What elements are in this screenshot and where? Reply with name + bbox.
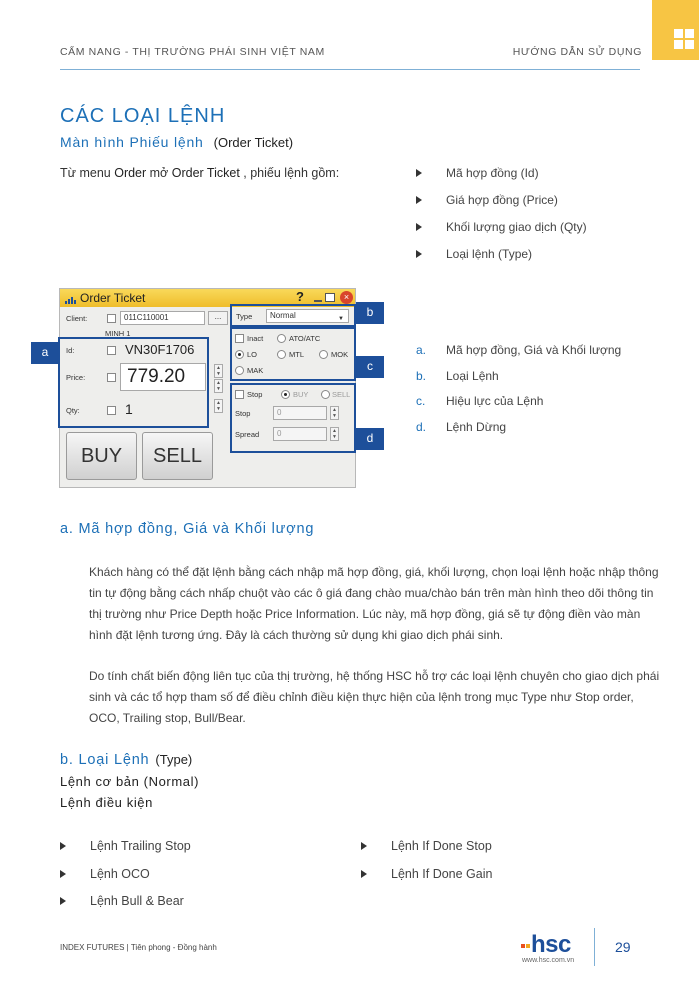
list-item xyxy=(416,220,587,247)
stop-buy-label: BUY xyxy=(293,390,309,399)
bullet-triangle-icon xyxy=(361,842,367,850)
subtitle-vi: Màn hình Phiếu lệnh xyxy=(60,134,204,150)
list-item xyxy=(361,839,492,867)
logo-text: hsc xyxy=(531,931,571,958)
help-icon[interactable]: ? xyxy=(296,289,304,304)
legend-item xyxy=(416,394,621,420)
highlight-box-a xyxy=(58,337,209,428)
intro-part: mở xyxy=(146,166,172,180)
price-stepper[interactable]: ▲ ▼ xyxy=(214,364,223,378)
qty-label: Qty: xyxy=(66,406,80,415)
type-select-value: Normal xyxy=(270,311,296,320)
client-name: MINH 1 xyxy=(105,329,131,338)
close-icon[interactable]: × xyxy=(340,291,353,304)
bullet-triangle-icon xyxy=(60,842,66,850)
price-stepper-lower[interactable]: ▲ ▼ xyxy=(214,379,223,393)
stop-sell-label: SELL xyxy=(332,390,351,399)
buy-button[interactable]: BUY xyxy=(66,432,137,480)
intro-text xyxy=(60,166,339,180)
price-label: Price: xyxy=(66,373,86,382)
intro-part: Từ menu xyxy=(60,166,115,180)
list-item-label: Mã hợp đồng (Id) xyxy=(446,166,539,180)
bullet-triangle-icon xyxy=(416,223,422,231)
highlight-box-b xyxy=(230,304,356,327)
type-label: Type xyxy=(236,312,253,321)
bullet-triangle-icon xyxy=(416,250,422,258)
order-basic-line: Lệnh cơ bản (Normal) xyxy=(60,774,200,789)
list-item-label: Lệnh Bull & Bear xyxy=(90,894,184,908)
running-header-left: CẨM NANG - THỊ TRƯỜNG PHÁI SINH VIỆT NAM xyxy=(60,46,325,58)
ticket-legend-list xyxy=(416,343,621,445)
list-item-label: Lệnh If Done Stop xyxy=(391,839,492,853)
client-checkbox[interactable] xyxy=(107,314,116,323)
spread-label: Spread xyxy=(235,430,260,439)
list-item-label: Lệnh If Done Gain xyxy=(391,866,493,881)
client-label: Client: xyxy=(66,314,88,323)
tag-c: c xyxy=(356,356,384,378)
ato-atc-label: ATO/ATC xyxy=(289,334,321,343)
header-divider xyxy=(60,69,640,70)
list-item xyxy=(416,166,587,193)
mok-label: MOK xyxy=(331,350,349,359)
legend-letter: d. xyxy=(416,419,427,434)
list-item xyxy=(416,193,587,220)
list-item-label: Khối lượng giao dịch (Qty) xyxy=(446,220,587,234)
spread-stepper[interactable]: ▲ ▼ xyxy=(330,427,339,441)
bullet-triangle-icon xyxy=(416,196,422,204)
maximize-icon[interactable] xyxy=(325,293,335,302)
footer-text: INDEX FUTURES | Tiên phong - Đồng hành xyxy=(60,943,217,952)
section-a-paragraph-1: Khách hàng có thể đặt lệnh bằng cách nhập mã hợp đồng, giá, khối lượng, chọn loại lệnh hoặc nhập thông tin tự động bằng cách nhấp chuột vào các ô giá đang chào mua/chào bán trên màn hình theo dõi thông tin thị trường như Price Depth hoặc Price Information. Lúc này, mã hợp đồng, giá sẽ tự động điền vào màn hình đặt lệnh tương ứng. Đây là cách thường sử dụng khi giao dịch phái sinh. xyxy=(89,565,659,642)
list-item xyxy=(60,839,191,867)
logo-dots-icon xyxy=(521,944,531,950)
legend-letter: c. xyxy=(416,394,426,408)
legend-item xyxy=(416,420,621,446)
chevron-down-icon: ▼ xyxy=(338,316,344,322)
client-lookup-button[interactable]: ... xyxy=(208,311,228,325)
tag-a: a xyxy=(31,342,59,364)
legend-item xyxy=(416,369,621,395)
stop-price-stepper[interactable]: ▲ ▼ xyxy=(330,406,339,420)
stop-price-label: Stop xyxy=(235,409,251,418)
client-input[interactable]: 011C110001 xyxy=(120,311,205,325)
legend-text: Hiệu lực của Lệnh xyxy=(446,394,544,408)
spread-input[interactable]: 0 xyxy=(273,427,327,441)
bullet-triangle-icon xyxy=(60,897,66,905)
footer-divider xyxy=(594,928,595,966)
legend-text: Mã hợp đồng, Giá và Khối lượng xyxy=(446,343,622,357)
legend-letter: a. xyxy=(416,343,427,357)
bullet-triangle-icon xyxy=(361,870,367,878)
page-number: 29 xyxy=(615,939,631,955)
list-item xyxy=(60,867,191,895)
list-item-label: Loại lệnh (Type) xyxy=(446,247,533,261)
page-title: CÁC LOẠI LỆNH xyxy=(60,105,226,127)
section-b-heading-en: (Type) xyxy=(155,752,193,767)
mak-label: MAK xyxy=(247,366,264,375)
list-item-label: Lệnh Trailing Stop xyxy=(90,839,191,853)
highlight-box-c xyxy=(230,327,356,381)
minimize-icon[interactable] xyxy=(314,300,322,302)
inact-label: Inact xyxy=(247,334,264,343)
lo-label: LO xyxy=(247,350,258,359)
section-a-paragraph-2: Do tính chất biến động liên tục của thị trường, hệ thống HSC hỗ trợ các loại lệnh chuyên cho giao dịch phái sinh và các tổ hợp tham số để điều chỉnh điều kiện thực hiện của lệnh trong mục Type như Stop order, OCO, Trailing stop, Bull/Bear. xyxy=(89,669,660,725)
contract-id-value[interactable]: VN30F1706 xyxy=(125,342,195,357)
intro-menu-order-ticket: Order Ticket xyxy=(171,166,240,180)
legend-text: Loại Lệnh xyxy=(446,368,499,383)
stop-price-input[interactable]: 0 xyxy=(273,406,327,420)
list-item xyxy=(416,247,587,274)
list-item xyxy=(60,894,191,922)
running-header-right: HƯỚNG DẪN SỬ DỤNG xyxy=(512,46,642,58)
hsc-logo xyxy=(521,931,571,959)
list-item-label: Giá hợp đồng (Price) xyxy=(446,193,558,207)
ticket-fields-list xyxy=(416,166,587,274)
section-b-heading-vi: b. Loại Lệnh xyxy=(60,752,150,768)
intro-menu-order: Order xyxy=(114,166,147,180)
subtitle-en: (Order Ticket) xyxy=(213,135,294,150)
conditional-orders-list-1 xyxy=(60,839,191,922)
id-label: Id: xyxy=(66,346,75,355)
tag-b: b xyxy=(356,302,384,324)
qty-stepper[interactable]: ▲ ▼ xyxy=(214,399,223,413)
tag-d: d xyxy=(356,428,384,450)
mtl-label: MTL xyxy=(289,350,304,359)
list-item-label: Lệnh OCO xyxy=(90,866,150,881)
highlight-box-d xyxy=(230,383,356,453)
list-item xyxy=(361,867,492,895)
corner-squares-icon xyxy=(652,0,699,60)
intro-part: , phiếu lệnh gồm: xyxy=(239,166,340,180)
price-input[interactable]: 779.20 xyxy=(120,363,206,391)
stop-check-label: Stop xyxy=(247,390,263,399)
legend-text: Lệnh Dừng xyxy=(446,419,507,434)
qty-value[interactable]: 1 xyxy=(125,401,133,417)
page-subtitle xyxy=(60,134,293,150)
bullet-triangle-icon xyxy=(60,870,66,878)
bullet-triangle-icon xyxy=(416,169,422,177)
order-conditional-line: Lệnh điều kiện xyxy=(60,795,153,810)
section-b-heading xyxy=(60,752,192,768)
legend-letter: b. xyxy=(416,368,427,383)
order-ticket-title: Order Ticket xyxy=(80,291,146,305)
section-a-heading: a. Mã hợp đồng, Giá và Khối lượng xyxy=(60,521,315,537)
conditional-orders-list-2 xyxy=(361,839,492,894)
logo-url: www.hsc.com.vn xyxy=(522,957,575,964)
signal-bars-icon xyxy=(65,297,77,304)
sell-button[interactable]: SELL xyxy=(142,432,213,480)
legend-item xyxy=(416,343,621,369)
